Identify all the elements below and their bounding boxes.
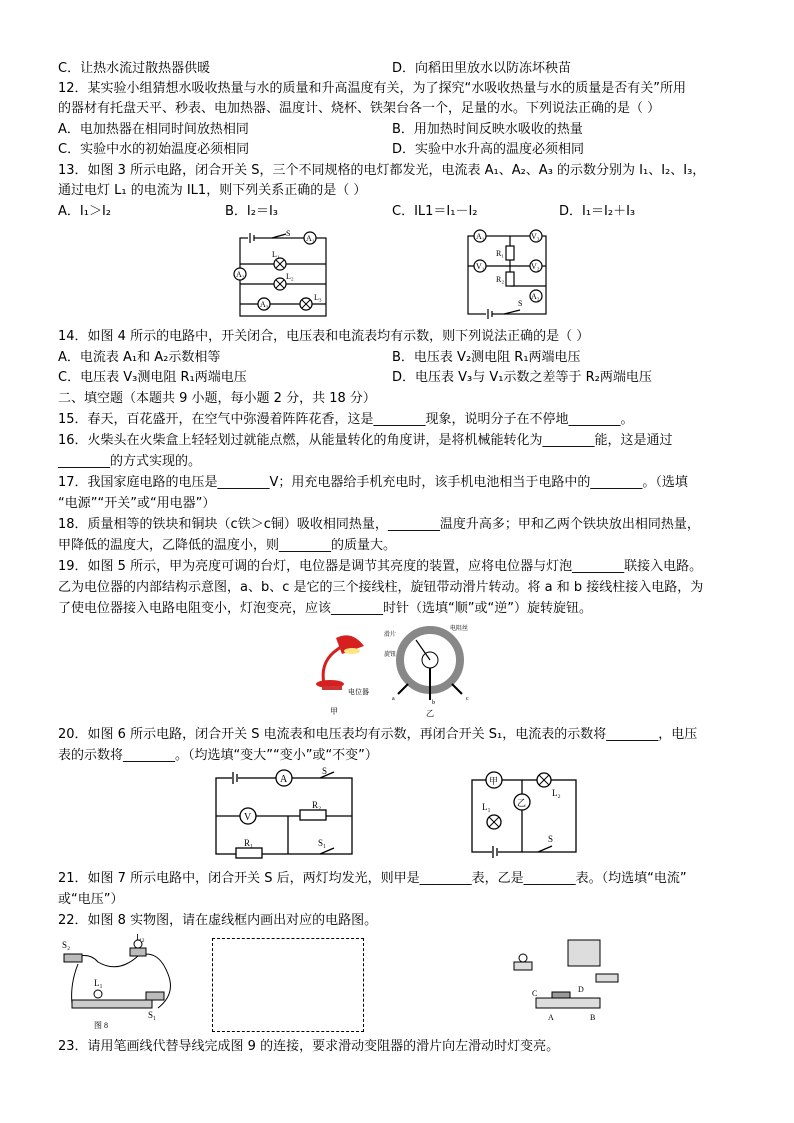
- battery-pack: [568, 940, 600, 966]
- label-resistance-wire: 电阻丝: [450, 626, 469, 632]
- q23: 23．请用笔画线代替导线完成图 9 的连接，要求滑动变阻器的滑片向左滑动时灯变亮。: [58, 1039, 560, 1054]
- lamp-holder: [514, 962, 532, 970]
- label-yi: 乙: [426, 709, 434, 718]
- label-c: c: [466, 696, 469, 702]
- label-l2: L₂: [136, 934, 145, 942]
- figure-9-physical-parts: [508, 934, 648, 1034]
- rheostat: [536, 998, 600, 1008]
- q12-option-d: D．实验中水升高的温度必须相同: [392, 142, 585, 157]
- label-jia: 甲: [330, 707, 338, 716]
- label-r1: R₁: [244, 838, 254, 848]
- q13-stem: 通过电灯 L₁ 的电流为 IL1，则下列关系正确的是（ ）: [58, 183, 367, 198]
- label-slider: 滑片: [384, 632, 397, 638]
- q17: “电源”“开关”或“用电器”）: [58, 496, 216, 511]
- label-yi: 乙: [517, 798, 527, 808]
- label-d: D: [578, 985, 584, 994]
- label-c: C: [532, 989, 538, 998]
- label-b: B: [590, 1013, 596, 1022]
- label-a1: A₁: [476, 232, 485, 241]
- label-s1: S₁: [148, 1010, 157, 1020]
- figure-8-caption: 图 8: [94, 1021, 108, 1030]
- label-l1: L₁: [482, 802, 491, 812]
- label-a: A: [548, 1013, 554, 1022]
- q14-stem: 14．如图 4 所示的电路中，开关闭合，电压表和电流表均有示数，则下列说法正确的是（ ）: [58, 329, 590, 344]
- label-knob: 旋钮: [384, 652, 397, 658]
- label-v2: V₂: [531, 262, 540, 271]
- label-v3: V₃: [531, 232, 540, 241]
- label-r2: R₂: [496, 275, 505, 284]
- q11-option-d: D．向稻田里放水以防冻坏秧苗: [392, 61, 572, 76]
- q14-option-b: B．电压表 V₂测电阻 R₁两端电压: [392, 350, 581, 365]
- label-l1: L₁: [94, 978, 103, 988]
- label-s: S: [548, 834, 554, 844]
- label-a1: A₁: [306, 234, 315, 243]
- section-heading: 二、填空题（本题共 9 小题，每小题 2 分，共 18 分）: [58, 391, 376, 406]
- potentiometer-diagram: [398, 630, 462, 700]
- q19: 乙为电位器的内部结构示意图，a、b、c 是它的三个接线柱，旋钮带动滑片转动。将 a 和 b 接线柱接入电路，为: [58, 580, 704, 595]
- label-r1: R₁: [496, 249, 505, 258]
- q13-option-c: C．IL1＝I₁－I₂: [392, 204, 478, 219]
- q16: ________的方式实现的。: [58, 454, 202, 469]
- q19: 了使电位器接入电路电阻变小，灯泡变亮，应该________时针（选填“顺”或“逆”）旋转旋钮。: [58, 601, 592, 616]
- q13-option-a: A．I₁＞I₂: [58, 204, 111, 219]
- q14-option-c: C．电压表 V₃测电阻 R₁两端电压: [58, 370, 247, 385]
- q21: 21．如图 7 所示电路中，闭合开关 S 后，两灯均发光，则甲是________表，乙是________表。（均选填“电流”: [58, 871, 687, 886]
- q14-option-d: D．电压表 V₃与 V₁示数之差等于 R₂两端电压: [392, 370, 652, 385]
- q11-option-c: C．让热水流过散热器供暖: [58, 61, 211, 76]
- q19: 19．如图 5 所示，甲为亮度可调的台灯，电位器是调节其亮度的装置，应将电位器与灯泡________联接入电路。: [58, 559, 703, 574]
- q21: 或“电压”）: [58, 892, 124, 907]
- label-l1: L₁: [272, 250, 280, 259]
- label-l3: L₃: [314, 293, 322, 302]
- label-a3: A₃: [260, 300, 269, 309]
- figure-8-physical-circuit: [58, 934, 188, 1034]
- q13-stem: 13．如图 3 所示电路，闭合开关 S，三个不同规格的电灯都发光，电流表 A₁、A₂、A₃ 的示数分别为 I₁、I₂、I₃，: [58, 163, 706, 178]
- label-s: S: [286, 229, 291, 238]
- answer-box[interactable]: [212, 938, 364, 1032]
- q12-option-c: C．实验中水的初始温度必须相同: [58, 142, 250, 157]
- label-l2: L₂: [286, 272, 294, 281]
- q14-option-a: A．电流表 A₁和 A₂示数相等: [58, 350, 221, 365]
- figure-5: [312, 624, 492, 720]
- q13-option-b: B．I₂＝I₃: [225, 204, 279, 219]
- label-s: S: [322, 766, 328, 776]
- q12-option-b: B．用加热时间反映水吸收的热量: [392, 122, 583, 137]
- label-s1: S₁: [318, 838, 327, 848]
- q22: 22．如图 8 实物图，请在虚线框内画出对应的电路图。: [58, 913, 378, 928]
- figure-3-circuit: [228, 226, 336, 324]
- q20: 表的示数将________。（均选填“变大”“变小”或“不变”）: [58, 748, 378, 763]
- figure-6-circuit: [208, 766, 358, 862]
- q12-option-a: A．电加热器在相同时间放热相同: [58, 122, 249, 137]
- label-ammeter: A: [280, 774, 288, 785]
- label-v1: V₁: [476, 262, 485, 271]
- label-voltmeter: V: [244, 812, 252, 823]
- q20: 20．如图 6 所示电路，闭合开关 S 电流表和电压表均有示数，再闭合开关 S₁，电流表的示数将________，电压: [58, 727, 698, 742]
- desk-lamp: [316, 635, 364, 690]
- figure-4-circuit: [460, 226, 560, 322]
- label-jia: 甲: [489, 776, 499, 786]
- label-b: b: [432, 700, 435, 706]
- switch: [596, 974, 618, 982]
- label-s2: S₂: [62, 940, 71, 950]
- label-s: S: [518, 299, 523, 308]
- q12-stem: 12．某实验小组猜想水吸收热量与水的质量和升高温度有关，为了探究“水吸收热量与水的质量是否有关”所用: [58, 81, 687, 96]
- q16: 16．火柴头在火柴盒上轻轻划过就能点燃，从能量转化的角度讲，是将机械能转化为________能，这是通过: [58, 433, 673, 448]
- q13-option-d: D．I₁＝I₂＋I₃: [559, 204, 636, 219]
- label-a2: A₂: [531, 292, 540, 301]
- q15: 15．春天，百花盛开，在空气中弥漫着阵阵花香，这是________现象，说明分子在不停地________。: [58, 412, 634, 427]
- q12-stem: 的器材有托盘天平、秒表、电加热器、温度计、烧杯、铁架台各一个，足量的水。下列说法正确的是（ ）: [58, 101, 661, 116]
- label-a: a: [392, 696, 395, 702]
- label-potentiometer: 电位器: [348, 688, 369, 696]
- figure-7-circuit: [464, 766, 584, 862]
- q18: 甲降低的温度大，乙降低的温度小，则________的质量大。: [58, 538, 397, 553]
- label-l2: L₂: [552, 788, 561, 798]
- label-r2: R₂: [312, 800, 322, 810]
- q18: 18．质量相等的铁块和铜块（c铁＞c铜）吸收相同热量，________温度升高多；甲和乙两个铁块放出相同热量，: [58, 517, 700, 532]
- label-a2: A₂: [236, 270, 245, 279]
- q17: 17．我国家庭电路的电压是________V；用充电器给手机充电时，该手机电池相当于电路中的________。（选填: [58, 475, 688, 490]
